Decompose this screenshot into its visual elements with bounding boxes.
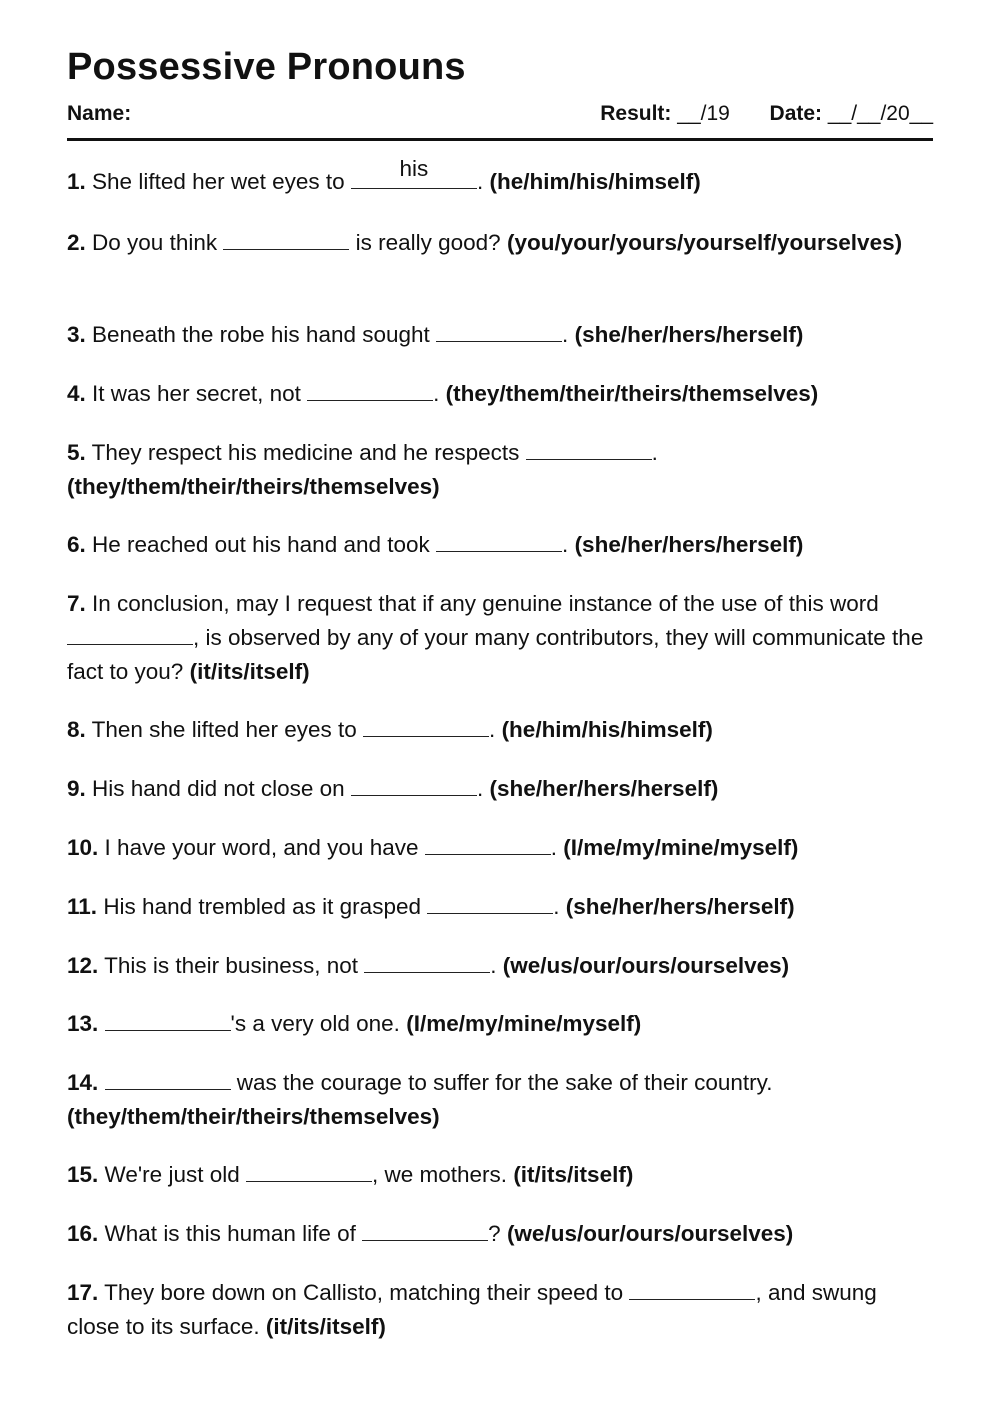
answer-blank[interactable] [67, 622, 193, 645]
question-number: 12. [67, 953, 99, 978]
question-text-before: What is this human life of [104, 1221, 363, 1246]
question-item [67, 890, 933, 924]
pronoun-options: (it/its/itself) [189, 659, 310, 684]
pronoun-options: (I/me/my/mine/myself) [406, 1011, 642, 1036]
question-item [67, 436, 933, 504]
question-item [67, 1066, 933, 1134]
question-text-before: His hand trembled as it grasped [103, 894, 428, 919]
question-text-before: I have your word, and you have [104, 835, 425, 860]
answer-blank[interactable] [526, 437, 652, 460]
answer-blank[interactable] [105, 1008, 231, 1031]
question-number: 10. [67, 835, 99, 860]
pronoun-options: (they/them/their/theirs/themselves) [67, 1104, 440, 1129]
header-divider [67, 138, 933, 141]
answer-blank[interactable] [351, 156, 477, 189]
pronoun-options: (it/its/itself) [513, 1162, 634, 1187]
question-item [67, 587, 933, 689]
question-text-after: . [490, 953, 497, 978]
answer-blank[interactable] [351, 773, 477, 796]
question-text-after: . [553, 894, 560, 919]
pronoun-options: (you/your/yours/yourself/yourselves) [506, 230, 903, 255]
question-number: 14. [67, 1070, 99, 1095]
question-text-after: . [550, 835, 558, 860]
answer-blank[interactable] [307, 378, 433, 401]
result-label: Result: [600, 102, 672, 125]
question-item [67, 1276, 933, 1344]
question-item [67, 713, 933, 747]
question-number: 2. [67, 230, 86, 255]
pronoun-options: (she/her/hers/herself) [574, 532, 804, 557]
pronoun-options: (she/her/hers/herself) [565, 894, 795, 919]
pronoun-options: (it/its/itself) [265, 1314, 386, 1339]
question-text-before: He reached out his hand and took [92, 532, 437, 557]
date-value: __/__/20__ [827, 102, 933, 125]
pronoun-options: (I/me/my/mine/myself) [563, 835, 799, 860]
pronoun-options: (we/us/our/ours/ourselves) [506, 1221, 794, 1246]
answer-blank[interactable] [364, 950, 490, 973]
answer-blank[interactable] [436, 319, 562, 342]
question-item [67, 377, 933, 411]
question-item [67, 318, 933, 352]
question-text-before: They bore down on Callisto, matching their speed to [104, 1280, 630, 1305]
question-number: 3. [67, 322, 86, 347]
question-item [67, 831, 933, 865]
question-number: 11. [67, 894, 98, 919]
question-text-before: This is their business, not [104, 953, 365, 978]
pronoun-options: (they/them/their/theirs/themselves) [67, 474, 440, 499]
pronoun-options: (she/her/hers/herself) [489, 776, 719, 801]
question-number: 9. [67, 776, 86, 801]
worksheet-meta [67, 102, 933, 126]
question-text-after: , and swung close to its surface. [67, 1280, 877, 1339]
answer-blank[interactable] [427, 891, 553, 914]
question-text-after: . [476, 776, 484, 801]
pronoun-options: (we/us/our/ours/ourselves) [502, 953, 790, 978]
question-number: 8. [67, 717, 86, 742]
question-text-before: Do you think [92, 230, 224, 255]
answer-blank[interactable] [425, 832, 551, 855]
question-text-before: It was her secret, not [92, 381, 308, 406]
question-item [67, 1007, 933, 1041]
question-text-after: was the courage to suffer for the sake of their country. [230, 1070, 773, 1095]
question-item [67, 156, 933, 199]
question-number: 16. [67, 1221, 99, 1246]
question-number: 6. [67, 532, 86, 557]
question-number: 13. [67, 1011, 99, 1036]
question-text-before: His hand did not close on [92, 776, 351, 801]
result-date-group [600, 102, 933, 126]
question-text-before: In conclusion, may I request that if any genuine instance of the use of this word [92, 591, 879, 616]
pronoun-options: (he/him/his/himself) [501, 717, 713, 742]
question-item [67, 1158, 933, 1192]
answer-blank[interactable] [363, 714, 489, 737]
date-label: Date: [769, 102, 823, 125]
question-text-before: She lifted her wet eyes to [92, 169, 351, 194]
answer-blank[interactable] [105, 1067, 231, 1090]
question-text-after: 's a very old one. [230, 1011, 400, 1036]
question-text-after: . [489, 717, 496, 742]
question-text-after: is really good? [349, 230, 501, 255]
question-text-after: ? [488, 1221, 501, 1246]
question-item [67, 949, 933, 983]
question-text-before: We're just old [104, 1162, 246, 1187]
question-text-after: , we mothers. [372, 1162, 508, 1187]
answer-blank[interactable] [436, 529, 562, 552]
result-value: __/19 [677, 102, 730, 125]
question-item [67, 528, 933, 562]
question-text-before: Then she lifted her eyes to [91, 717, 364, 742]
question-text-before: Beneath the robe his hand sought [92, 322, 437, 347]
pronoun-options: (she/her/hers/herself) [574, 322, 804, 347]
question-item [67, 226, 933, 260]
question-text-after: . [476, 169, 484, 194]
question-number: 15. [67, 1162, 99, 1187]
answer-blank[interactable] [223, 227, 349, 250]
question-text-after: , is observed by any of your many contributors, they will communicate the fact to you? [67, 625, 924, 684]
question-text-after: . [651, 440, 658, 465]
question-text-before: They respect his medicine and he respects [91, 440, 526, 465]
page-title: Possessive Pronouns [67, 46, 466, 88]
pronoun-options: (he/him/his/himself) [489, 169, 701, 194]
question-number: 4. [67, 381, 86, 406]
question-text-after: . [562, 532, 569, 557]
answer-blank[interactable] [629, 1277, 755, 1300]
name-label: Name: [67, 102, 132, 125]
pronoun-options: (they/them/their/theirs/themselves) [445, 381, 819, 406]
question-text-after: . [562, 322, 569, 347]
question-number: 5. [67, 440, 86, 465]
question-number: 1. [67, 169, 86, 194]
question-item [67, 772, 933, 806]
answer-blank[interactable] [246, 1159, 372, 1182]
question-number: 7. [67, 591, 86, 616]
question-number: 17. [67, 1280, 99, 1305]
answer-blank[interactable] [362, 1218, 488, 1241]
question-item [67, 1217, 933, 1251]
question-text-after: . [433, 381, 440, 406]
answer-text: his [399, 156, 429, 181]
